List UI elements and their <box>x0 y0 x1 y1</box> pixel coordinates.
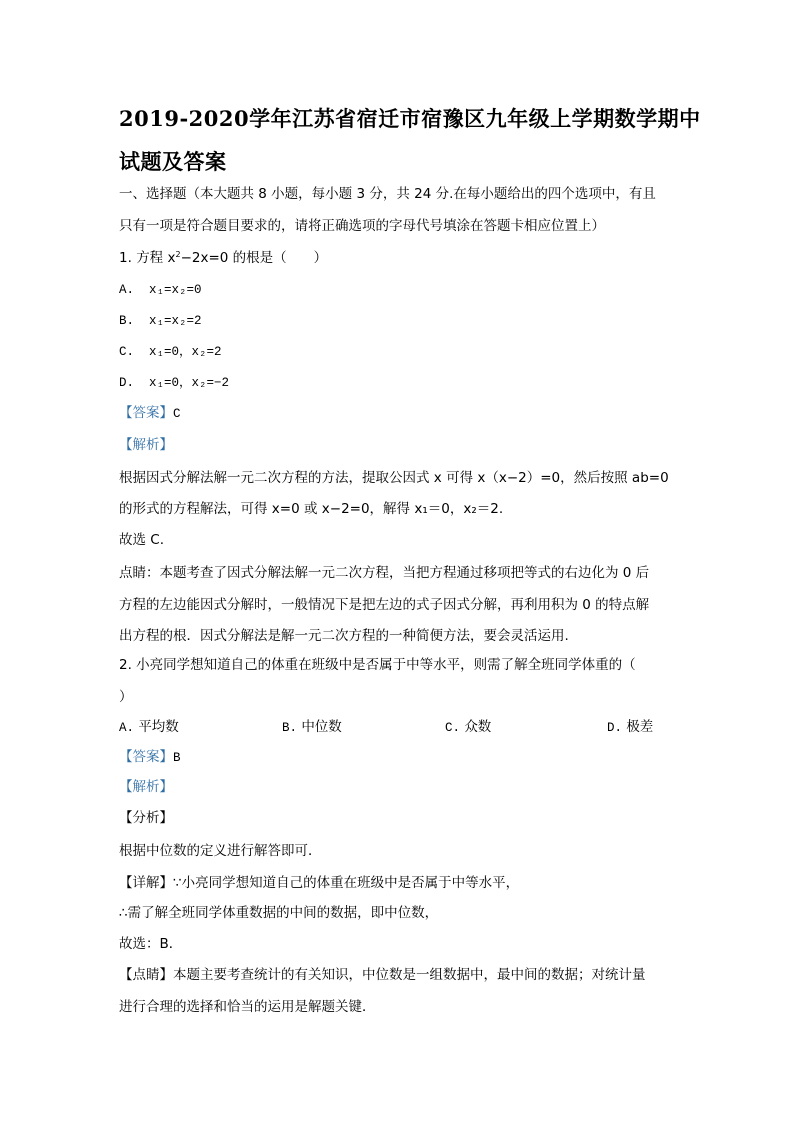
option-label: D. <box>607 721 623 735</box>
q1-comment-line-1: 点睛：本题考查了因式分解法解一元二次方程，当把方程通过移项把等式的右边化为 0 后 <box>119 565 650 581</box>
answer-value: C <box>173 407 181 421</box>
q2-conclusion: 故选：B． <box>119 936 183 952</box>
q1-number: 1. <box>119 250 132 266</box>
answer-value: B <box>173 751 181 765</box>
q1-analysis-tag: 【解析】 <box>119 437 173 453</box>
option-label: C. <box>445 721 461 735</box>
answer-tag: 【答案】 <box>119 749 173 765</box>
dianjing-tag: 【点睛】 <box>119 967 173 983</box>
xiangjie-text: ∵小亮同学想知道自己的体重在班级中是否属于中等水平， <box>173 875 520 891</box>
option-text: x₁=x₂=2 <box>149 314 202 328</box>
option-text: 平均数 <box>138 719 179 735</box>
q2-xiangjie-line-1 <box>119 874 519 892</box>
option-label: D. <box>119 376 135 390</box>
q1-comment-line-2: 方程的左边能因式分解时，一般情况下是把左边的式子因式分解，再利用积为 0 的特点解 <box>119 597 650 613</box>
q2-answer <box>119 748 181 767</box>
xiangjie-tag: 【详解】 <box>119 875 173 891</box>
q1-comment-line-3: 出方程的根．因式分解法是解一元二次方程的一种简便方法，要会灵活运用. <box>119 628 569 644</box>
q1-stem-suffix: −2x=0 的根是（ ） <box>180 250 328 266</box>
q2-analysis-tag: 【解析】 <box>119 779 173 795</box>
q2-fenxi-text: 根据中位数的定义进行解答即可． <box>119 843 322 859</box>
q1-stem <box>119 249 327 267</box>
document-title-line-2: 试题及答案 <box>119 149 227 174</box>
q2-option-b <box>282 718 342 737</box>
q2-dianjing-line-1 <box>119 966 646 984</box>
option-text: x₁=0，x₂=2 <box>149 345 222 359</box>
q2-stem-line-2: ） <box>119 689 133 705</box>
q2-stem-line-1: 2. 小亮同学想知道自己的体重在班级中是否属于中等水平，则需了解全班同学体重的（ <box>119 657 636 673</box>
q1-analysis-line-1: 根据因式分解法解一元二次方程的方法，提取公因式 x 可得 x（x−2）=0，然后按照 ab=0 <box>119 470 669 486</box>
option-label: B. <box>119 314 135 328</box>
option-text: x₁=0，x₂=−2 <box>149 376 230 390</box>
option-label: A. <box>119 721 135 735</box>
q2-option-a <box>119 718 179 737</box>
q2-fenxi-tag: 【分析】 <box>119 810 173 826</box>
option-text: 极差 <box>626 719 654 735</box>
q1-option-b <box>119 312 202 330</box>
q2-xiangjie-line-2: ∴需了解全班同学体重数据的中间的数据，即中位数， <box>119 905 439 921</box>
q2-dianjing-line-2: 进行合理的选择和恰当的运用是解题关键． <box>119 999 376 1015</box>
option-text: 中位数 <box>301 719 342 735</box>
answer-tag: 【答案】 <box>119 405 173 421</box>
option-text: 众数 <box>464 719 492 735</box>
dianjing-text: 本题主要考查统计的有关知识，中位数是一组数据中，最中间的数据；对统计量 <box>173 967 646 983</box>
q2-option-d <box>607 718 653 737</box>
option-label: A. <box>119 283 135 297</box>
q1-stem-exponent: 2 <box>175 250 181 259</box>
option-text: x₁=x₂=0 <box>149 283 202 297</box>
q2-option-c <box>445 718 491 737</box>
q1-stem-prefix: 方程 x <box>136 250 176 266</box>
section-header-line-2: 只有一项是符合题目要求的，请将正确选项的字母代号填涂在答题卡相应位置上） <box>119 218 605 234</box>
q1-option-d <box>119 374 229 392</box>
q1-option-a <box>119 281 202 299</box>
document-title-line-1: 2019-2020学年江苏省宿迁市宿豫区九年级上学期数学期中 <box>119 106 701 131</box>
q1-answer <box>119 404 181 423</box>
option-label: B. <box>282 721 298 735</box>
option-label: C. <box>119 345 135 359</box>
section-header-line-1: 一、选择题（本大题共 8 小题，每小题 3 分，共 24 分.在每小题给出的四个选项中，有且 <box>119 186 656 202</box>
q1-analysis-line-2: 的形式的方程解法，可得 x=0 或 x−2=0，解得 x₁＝0，x₂＝2. <box>119 501 504 517</box>
q1-conclusion: 故选 C. <box>119 532 165 548</box>
q1-option-c <box>119 343 222 361</box>
